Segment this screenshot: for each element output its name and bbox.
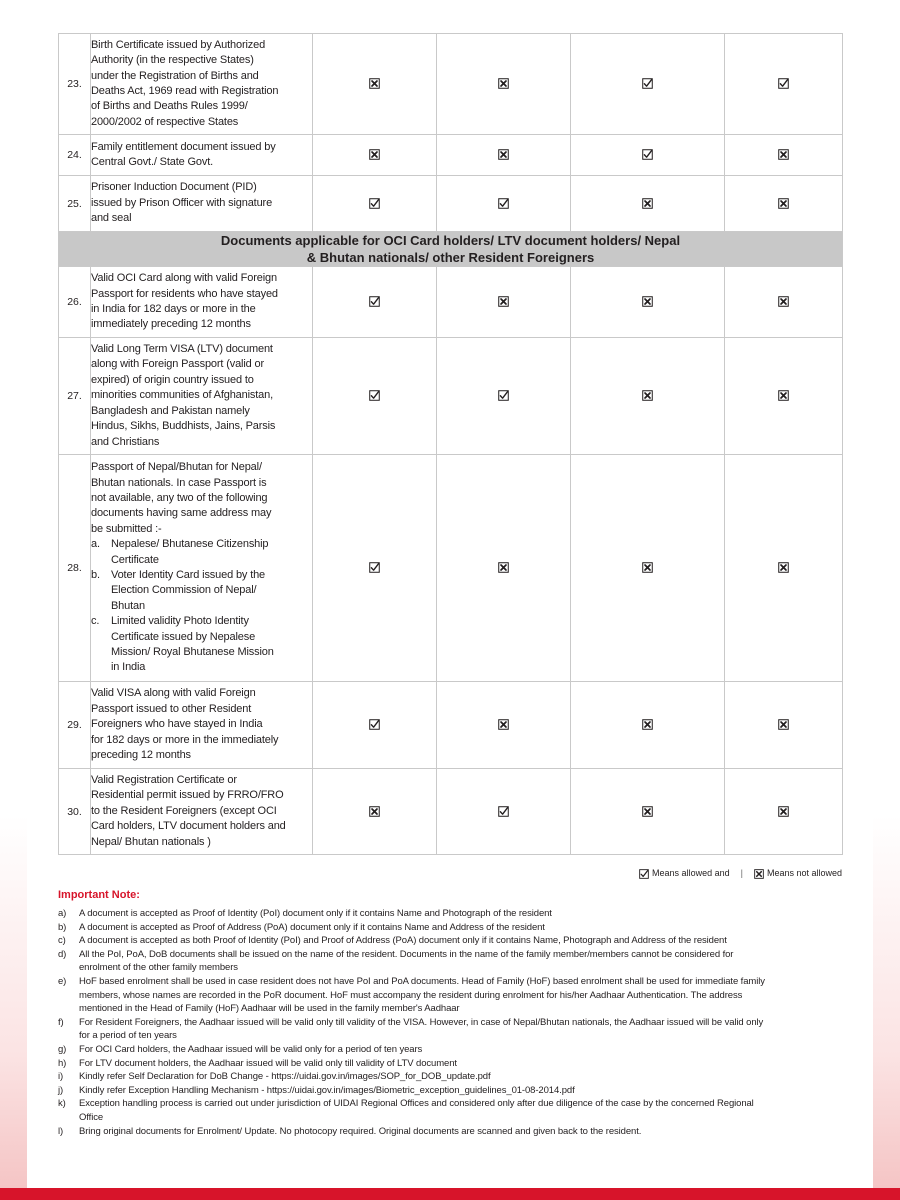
- row-number: 26.: [59, 267, 91, 338]
- status-cell-3: [571, 135, 725, 176]
- description-line: for 182 days or more in the immediately: [91, 733, 279, 746]
- status-cell-1: [313, 176, 437, 232]
- table-row: [59, 135, 843, 176]
- description-line: documents having same address may: [91, 507, 272, 520]
- checkbox-crossed-icon: [369, 78, 380, 89]
- checkbox-crossed-icon: [778, 719, 789, 730]
- checkbox-checked-icon: [642, 78, 653, 89]
- checkbox-crossed-icon: [754, 868, 764, 879]
- checkbox-checked-icon: [639, 868, 649, 879]
- note-line: mentioned in the Head of Family (HoF) Aadhaar will be used in the family member's Aadhaar: [79, 1003, 460, 1015]
- status-cell-4: [725, 135, 843, 176]
- description-line: Card holders, LTV document holders and: [91, 820, 286, 833]
- description-line: not available, any two of the following: [91, 491, 268, 504]
- status-cell-1: [313, 135, 437, 176]
- row-number: 29.: [59, 682, 91, 769]
- checkbox-checked-icon: [369, 562, 380, 573]
- left-decorative-edge: [0, 0, 27, 1200]
- table-row: [59, 34, 843, 135]
- checkbox-crossed-icon: [778, 149, 789, 160]
- note-line: Bring original documents for Enrolment/ Update. No photocopy required. Original documents are scanned and given back to the resident.: [79, 1125, 642, 1137]
- legend-not-allowed-label: Means not allowed: [766, 868, 842, 879]
- note-item: [58, 948, 844, 975]
- status-cell-3: [571, 455, 725, 682]
- description-line: minorities communities of Afghanistan,: [91, 389, 273, 402]
- status-cell-4: [725, 267, 843, 338]
- important-note-title: Important Note:: [58, 889, 140, 901]
- note-item: [58, 934, 844, 948]
- checkbox-crossed-icon: [778, 198, 789, 209]
- note-item: [58, 921, 844, 935]
- section-heading-line-2: & Bhutan nationals/ other Resident Foreigners: [306, 250, 595, 265]
- checkbox-checked-icon: [498, 198, 509, 209]
- status-cell-1: [313, 338, 437, 455]
- status-cell-1: [313, 34, 437, 135]
- table-row: [59, 682, 843, 769]
- note-item: [58, 1084, 844, 1098]
- description-line: Nepal/ Bhutan nationals ): [91, 835, 211, 848]
- status-cell-3: [571, 176, 725, 232]
- description-line: Valid OCI Card along with valid Foreign: [91, 272, 277, 285]
- description-line: in India for 182 days or more in the: [91, 303, 256, 315]
- note-marker: f): [58, 1016, 64, 1028]
- checkbox-checked-icon: [369, 390, 380, 401]
- note-line: for a period of ten years: [79, 1030, 177, 1042]
- important-notes-list: [58, 907, 844, 1138]
- description-line: Authority (in the respective States): [91, 54, 254, 67]
- note-marker: b): [58, 921, 67, 933]
- note-item: [58, 1016, 844, 1043]
- note-text: [79, 1125, 844, 1139]
- note-text: [79, 1043, 844, 1057]
- note-text: [79, 975, 844, 1016]
- document-description: [91, 267, 313, 338]
- description-line: Passport of Nepal/Bhutan for Nepal/: [91, 461, 262, 474]
- subitem-line: Certificate: [111, 553, 159, 566]
- status-cell-3: [571, 682, 725, 769]
- description-line: Passport for residents who have stayed: [91, 287, 278, 300]
- checkbox-checked-icon: [498, 806, 509, 817]
- table-section-header: [59, 232, 843, 267]
- subitem-line: Limited validity Photo Identity: [111, 615, 249, 628]
- document-description: [91, 176, 313, 232]
- row-number: 24.: [59, 135, 91, 176]
- subitem-line: Nepalese/ Bhutanese Citizenship: [111, 538, 269, 551]
- note-text: [79, 1016, 844, 1043]
- note-marker: k): [58, 1098, 66, 1110]
- row-number: 28.: [59, 455, 91, 682]
- checkbox-checked-icon: [498, 390, 509, 401]
- legend-separator: |: [740, 868, 743, 879]
- description-line: and seal: [91, 212, 132, 225]
- status-cell-2: [437, 176, 571, 232]
- document-description: [91, 682, 313, 769]
- section-heading: [59, 232, 843, 267]
- checkbox-crossed-icon: [498, 78, 509, 89]
- description-line: Prisoner Induction Document (PID): [91, 181, 257, 194]
- description-line: and Christians: [91, 435, 160, 448]
- description-line: under the Registration of Births and: [91, 69, 259, 82]
- status-cell-2: [437, 455, 571, 682]
- document-description: [91, 135, 313, 176]
- note-text: [79, 934, 844, 948]
- note-item: [58, 1057, 844, 1071]
- checkbox-crossed-icon: [642, 562, 653, 573]
- status-cell-3: [571, 338, 725, 455]
- table-row: [59, 338, 843, 455]
- subitem-marker: a.: [91, 538, 100, 551]
- note-marker: i): [58, 1071, 64, 1083]
- checkbox-crossed-icon: [778, 296, 789, 307]
- note-item: [58, 1125, 844, 1139]
- checkbox-crossed-icon: [754, 869, 764, 879]
- note-line: Office: [79, 1111, 104, 1123]
- note-item: [58, 1097, 844, 1124]
- table-body-top: [59, 34, 843, 232]
- status-cell-3: [571, 267, 725, 338]
- checkbox-crossed-icon: [642, 296, 653, 307]
- note-line: enrolment of the other family members: [79, 962, 238, 974]
- note-line: A document is accepted as Proof of Identity (PoI) document only if it contains Name and Photograph of the resident: [79, 908, 552, 919]
- note-line: A document is accepted as Proof of Address (PoA) document only if it contains Name and Address of the resident: [79, 921, 545, 933]
- note-marker: l): [58, 1125, 64, 1137]
- checkbox-crossed-icon: [498, 296, 509, 307]
- subitem-text: [111, 568, 312, 614]
- status-cell-4: [725, 34, 843, 135]
- status-cell-2: [437, 769, 571, 855]
- subitem-line: Bhutan: [111, 599, 145, 612]
- note-text: [79, 907, 844, 921]
- right-decorative-edge: [873, 0, 900, 1200]
- description-line: Central Govt./ State Govt.: [91, 156, 214, 168]
- description-line: Bhutan nationals. In case Passport is: [91, 476, 267, 489]
- subitem-line: Mission/ Royal Bhutanese Mission: [111, 646, 274, 659]
- description-line: Family entitlement document issued by: [91, 140, 276, 153]
- table-row: [59, 769, 843, 855]
- subitem-line: Election Commission of Nepal/: [111, 584, 257, 597]
- description-line: to the Resident Foreigners (except OCI: [91, 804, 277, 817]
- note-item: [58, 975, 844, 1016]
- note-text: [79, 1084, 844, 1098]
- note-item: [58, 1043, 844, 1057]
- checkbox-crossed-icon: [642, 198, 653, 209]
- description-line: immediately preceding 12 months: [91, 318, 251, 331]
- description-line: expired) of origin country issued to: [91, 373, 254, 386]
- note-line: For OCI Card holders, the Aadhaar issued will be valid only for a period of ten years: [79, 1043, 423, 1055]
- note-line: For LTV document holders, the Aadhaar issued will be valid only till validity of LTV document: [79, 1057, 457, 1069]
- description-line: issued by Prison Officer with signature: [91, 196, 273, 209]
- checkbox-checked-icon: [642, 149, 653, 160]
- note-marker: c): [58, 935, 66, 947]
- note-line: All the PoI, PoA, DoB documents shall be issued on the name of the resident. Documents in the name of the family member/members cannot be considered for: [79, 948, 734, 960]
- description-line: Valid Registration Certificate or: [91, 773, 237, 786]
- row-number: 30.: [59, 769, 91, 855]
- note-text: [79, 1057, 844, 1071]
- note-line: A document is accepted as both Proof of Identity (PoI) and Proof of Address (PoA) document only if it contains Name, Photograph and Address of the resident: [79, 935, 727, 947]
- table-row: [59, 267, 843, 338]
- note-marker: h): [58, 1057, 67, 1069]
- status-cell-2: [437, 135, 571, 176]
- note-marker: a): [58, 908, 67, 919]
- table-row: [59, 176, 843, 232]
- status-cell-1: [313, 455, 437, 682]
- row-number: 23.: [59, 34, 91, 135]
- status-cell-1: [313, 682, 437, 769]
- checkbox-checked-icon: [778, 78, 789, 89]
- note-line: Exception handling process is carried out under jurisdiction of UIDAI Regional Offices and considered only after due diligence of the case by the concerned Regional: [79, 1098, 754, 1110]
- table-row: [59, 455, 843, 682]
- document-description: [91, 34, 313, 135]
- note-line: Kindly refer Exception Handling Mechanism - https://uidai.gov.in/images/Biometric_exception_guidelines_01-08-2014.pdf: [79, 1084, 575, 1096]
- status-cell-1: [313, 267, 437, 338]
- subitem-line: in India: [111, 661, 146, 674]
- checkbox-crossed-icon: [369, 806, 380, 817]
- note-text: [79, 921, 844, 935]
- note-marker: d): [58, 948, 67, 960]
- description-line: along with Foreign Passport (valid or: [91, 358, 264, 371]
- section-heading-line-1: Documents applicable for OCI Card holders/ LTV document holders/ Nepal: [220, 233, 681, 248]
- row-number: 25.: [59, 176, 91, 232]
- checkbox-checked-icon: [369, 198, 380, 209]
- description-line: Foreigners who have stayed in India: [91, 718, 263, 731]
- status-cell-3: [571, 769, 725, 855]
- bottom-red-bar: [0, 1188, 900, 1200]
- document-description: [91, 455, 313, 682]
- checkbox-crossed-icon: [778, 390, 789, 401]
- note-line: HoF based enrolment shall be used in case resident does not have PoI and PoA documents. Head of Family (HoF) based enrolment shall be used for immediate family: [79, 975, 765, 987]
- checkbox-crossed-icon: [498, 149, 509, 160]
- subitem-text: [111, 614, 312, 676]
- description-line: be submitted :-: [91, 522, 162, 535]
- status-cell-2: [437, 267, 571, 338]
- description-line: Passport issued to other Resident: [91, 702, 252, 715]
- subitem-marker: c.: [91, 615, 100, 628]
- note-text: [79, 1070, 844, 1084]
- description-line: Bangladesh and Pakistan namely: [91, 404, 250, 417]
- note-text: [79, 1097, 844, 1124]
- note-text: [79, 948, 844, 975]
- document-description: [91, 769, 313, 855]
- description-line: preceding 12 months: [91, 749, 191, 762]
- subitem-line: Certificate issued by Nepalese: [111, 630, 256, 643]
- description-line: Valid Long Term VISA (LTV) document: [91, 343, 273, 356]
- status-cell-3: [571, 34, 725, 135]
- checkbox-crossed-icon: [778, 806, 789, 817]
- status-cell-4: [725, 338, 843, 455]
- description-line: Residential permit issued by FRRO/FRO: [91, 789, 284, 802]
- legend-allowed-label: Means allowed and: [652, 868, 730, 879]
- description-line: of Births and Deaths Rules 1999/: [91, 100, 248, 113]
- note-marker: g): [58, 1043, 67, 1055]
- description-line: Hindus, Sikhs, Buddhists, Jains, Parsis: [91, 420, 276, 433]
- note-line: members, whose names are recorded in the PoR document. HoF must accompany the resident during enrolment for his/her Aadhaar Authentication. The address: [79, 989, 743, 1001]
- checkbox-crossed-icon: [498, 719, 509, 730]
- subitem-line: Voter Identity Card issued by the: [111, 569, 266, 581]
- checkbox-checked-icon: [369, 296, 380, 307]
- description-subitem: [91, 614, 312, 676]
- note-marker: j): [58, 1084, 64, 1096]
- status-cell-4: [725, 682, 843, 769]
- status-cell-1: [313, 769, 437, 855]
- checkbox-crossed-icon: [642, 390, 653, 401]
- description-line: Deaths Act, 1969 read with Registration: [91, 85, 279, 97]
- checkbox-crossed-icon: [498, 562, 509, 573]
- status-cell-4: [725, 769, 843, 855]
- description-line: Birth Certificate issued by Authorized: [91, 38, 266, 51]
- subitem-marker: b.: [91, 569, 100, 581]
- status-cell-4: [725, 176, 843, 232]
- note-item: [58, 1070, 844, 1084]
- status-cell-4: [725, 455, 843, 682]
- description-line: 2000/2002 of respective States: [91, 115, 239, 128]
- table-body-bottom: [59, 267, 843, 855]
- note-line: For Resident Foreigners, the Aadhaar issued will be valid only till validity of the VISA. However, in case of Nepal/Bhutan nationals, the Aadhaar issued will be valid only: [79, 1016, 764, 1028]
- legend: [639, 868, 842, 879]
- checkbox-crossed-icon: [642, 719, 653, 730]
- checkbox-crossed-icon: [642, 806, 653, 817]
- checkbox-checked-icon: [639, 869, 649, 879]
- description-subitem: [91, 568, 312, 614]
- row-number: 27.: [59, 338, 91, 455]
- checkbox-checked-icon: [369, 719, 380, 730]
- description-line: Valid VISA along with valid Foreign: [91, 687, 256, 700]
- documents-table: [58, 33, 843, 855]
- checkbox-crossed-icon: [369, 149, 380, 160]
- description-subitem: [91, 537, 312, 568]
- status-cell-2: [437, 682, 571, 769]
- status-cell-2: [437, 34, 571, 135]
- status-cell-2: [437, 338, 571, 455]
- note-line: Kindly refer Self Declaration for DoB Change - https://uidai.gov.in/images/SOP_for_DOB_update.pdf: [79, 1071, 491, 1083]
- subitem-text: [111, 537, 312, 568]
- document-description: [91, 338, 313, 455]
- note-marker: e): [58, 975, 67, 987]
- note-item: [58, 907, 844, 921]
- checkbox-crossed-icon: [778, 562, 789, 573]
